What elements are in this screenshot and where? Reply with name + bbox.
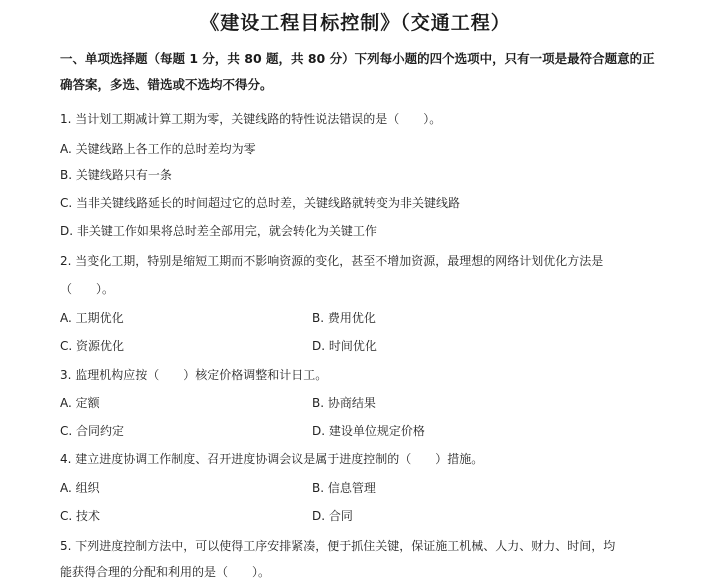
question-2-option-d: D. 时间优化 [312, 339, 377, 353]
section-heading-line-2: 确答案，多选、错选或不选均不得分。 [60, 77, 273, 92]
question-4-option-b: B. 信息管理 [312, 481, 376, 495]
question-1-stem: 1. 当计划工期减计算工期为零，关键线路的特性说法错误的是（ ）。 [60, 112, 442, 126]
question-5-stem: 5. 下列进度控制方法中，可以使得工序安排紧凑，便于抓住关键，保证施工机械、人力、财力、时间，均 [60, 539, 616, 553]
section-heading [60, 46, 660, 98]
question-5-stem-cont: 能获得合理的分配和利用的是（ ）。 [60, 565, 271, 579]
question-3-stem: 3. 监理机构应按（ ）核定价格调整和计日工。 [60, 368, 328, 382]
question-3-option-d: D. 建设单位规定价格 [312, 424, 425, 438]
question-3-option-b: B. 协商结果 [312, 396, 376, 410]
question-2-option-a: A. 工期优化 [60, 311, 124, 325]
question-1-option-a: A. 关键线路上各工作的总时差均为零 [60, 142, 256, 156]
question-2-option-c: C. 资源优化 [60, 339, 125, 353]
question-1-option-d: D. 非关键工作如果将总时差全部用完，就会转化为关键工作 [60, 224, 377, 238]
question-2-option-b: B. 费用优化 [312, 311, 376, 325]
question-4-option-a: A. 组织 [60, 481, 100, 495]
question-3-option-c: C. 合同约定 [60, 424, 125, 438]
question-2-stem: 2. 当变化工期，特别是缩短工期而不影响资源的变化，甚至不增加资源，最理想的网络计划优化方法是 [60, 254, 604, 268]
question-3-option-a: A. 定额 [60, 396, 100, 410]
question-4-option-d: D. 合同 [312, 509, 353, 523]
question-4-option-c: C. 技术 [60, 509, 101, 523]
question-4-stem: 4. 建立进度协调工作制度、召开进度协调会议是属于进度控制的（ ）措施。 [60, 452, 484, 466]
section-heading-line-1: 一、单项选择题（每题 1 分，共 80 题，共 80 分）下列每小题的四个选项中，只有一项是最符合题意的正 [60, 51, 655, 66]
question-1-option-b: B. 关键线路只有一条 [60, 168, 172, 182]
document-title: 《建设工程目标控制》（交通工程） [200, 12, 511, 34]
question-1-option-c: C. 当非关键线路延长的时间超过它的总时差，关键线路就转变为非关键线路 [60, 196, 461, 210]
question-2-stem-cont: （ ）。 [60, 282, 115, 296]
